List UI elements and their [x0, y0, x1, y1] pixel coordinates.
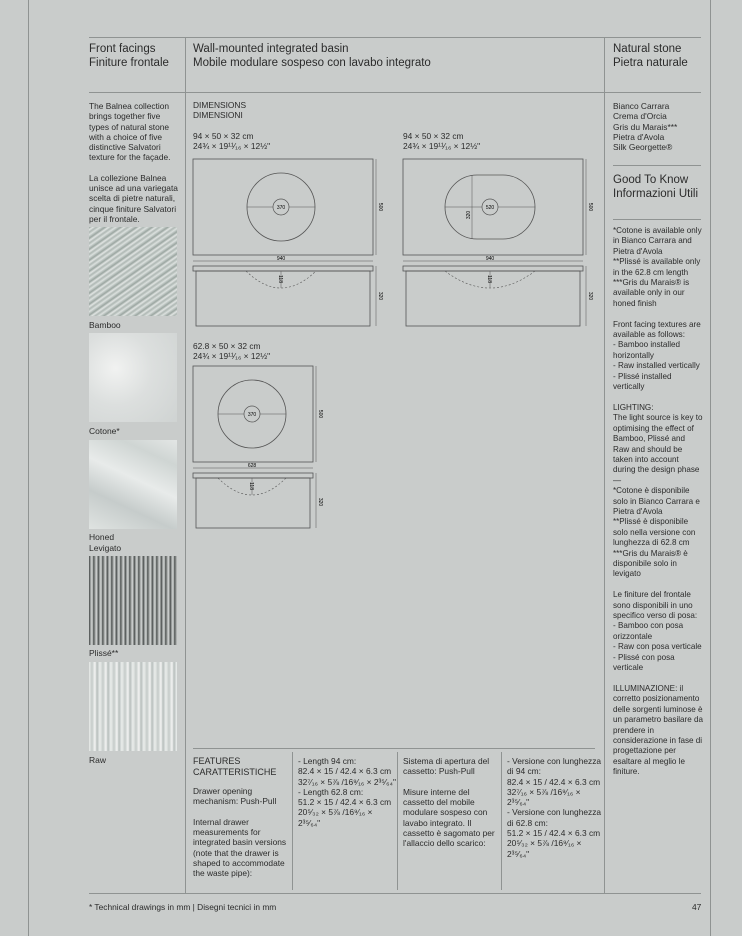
features-col4: - Versione con lunghezza di 94 cm: 82.4 × 15 / 42.4 × 6.3 cm 32⁷⁄₁₆ × 5⅞ /16⁹⁄₁₆ × 2³⁵⁄₆₄" - Versione con lunghezza di 62.8 cm: 51.2 × 15 / 42.4 × 6.3 cm 20⁵⁄₃₂ × 5⅞ /16⁹⁄₁₆ × 2³⁵⁄₆₄": [507, 756, 602, 859]
swatch-label-honed: Honed Levigato: [89, 532, 122, 553]
size-cm: 94 × 50 × 32 cm: [193, 131, 254, 141]
height-dim: 320: [587, 291, 593, 301]
basin-dim: 520: [485, 205, 495, 211]
natural-stone-title: [613, 42, 705, 70]
page-border-right: [710, 0, 711, 936]
intro-it: La collezione Balnea unisce ad una variegata scelta di pietre naturali, cinque finiture Salvatori per il frontale.: [89, 172, 178, 224]
features-col3: Sistema di apertura del cassetto: Push-Pull Misure interne del cassetto del mobile modulare sospeso con lavabo integrato. Il cassetto è sagomato per l'allaccio dello scarico:: [403, 756, 495, 849]
swatch-label-plisse: Plissé**: [89, 648, 119, 658]
front-view-top: [403, 266, 583, 271]
title-en: Wall-mounted integrated basin: [193, 43, 349, 55]
swatch-honed: [89, 440, 177, 529]
swatch-label-bamboo: Bamboo: [89, 320, 121, 330]
title-it: Mobile modulare sospeso con lavabo integrato: [193, 57, 431, 69]
size-cm: 62.8 × 50 × 32 cm: [193, 341, 261, 351]
depth-dim: 500: [377, 202, 383, 212]
drawing1-size: [193, 131, 270, 152]
dimensions-heading: [193, 100, 246, 121]
features-col2: - Length 94 cm: 82.4 × 15 / 42.4 × 6.3 cm 32⁷⁄₁₆ × 5⅞ /16⁹⁄₁₆ × 2³⁵⁄₆₄" - Length 62.8 cm: 51.2 × 15 / 42.4 × 6.3 cm 20⁵⁄₃₂ × 5⅞ /16⁹⁄₁₆ × 2³⁵⁄₆₄": [298, 756, 396, 828]
features-divider-2: [397, 752, 398, 890]
good-to-know-title: [613, 173, 705, 201]
swatch-bamboo: [89, 227, 177, 316]
front-view-top: [193, 266, 373, 271]
title-it: Finiture frontale: [89, 57, 169, 69]
basin-dim: 370: [276, 205, 286, 211]
drawing2-size: [403, 131, 480, 152]
features-rule: [193, 748, 595, 749]
size-cm: 94 × 50 × 32 cm: [403, 131, 464, 141]
swatch-cotone: [89, 333, 177, 422]
bowl-dim: 118: [277, 275, 283, 283]
intro-text: [89, 101, 181, 224]
intro-en: The Balnea collection brings together five types of natural stone with a choice of five distinctive Salvatori texture for the façade.: [89, 101, 171, 163]
depth-dim: 500: [317, 409, 323, 419]
col-divider-1: [185, 37, 186, 893]
stone-list: Bianco Carrara Crema d'Orcia Gris du Marais*** Pietra d'Avola Silk Georgette®: [613, 101, 678, 153]
height-dim: 320: [317, 497, 323, 507]
footer-rule: [89, 893, 701, 894]
title-en: Natural stone: [613, 43, 682, 55]
size-in: 24¾ × 19¹¹⁄₁₆ × 12½": [193, 351, 271, 362]
features-divider-3: [501, 752, 502, 890]
front-view: [406, 271, 580, 326]
front-facings-title: [89, 42, 185, 70]
drawing3: [190, 362, 330, 532]
drawing3-size: [193, 341, 270, 362]
bowl-dim: 118: [486, 275, 492, 283]
notes-rule: [613, 219, 701, 220]
size-in: 24¾ × 19¹¹⁄₁₆ × 12½": [403, 141, 481, 152]
page-border-left: [28, 0, 29, 936]
drawing2: [400, 155, 600, 330]
basin-dim: 370: [247, 412, 257, 418]
features-col1: Drawer opening mechanism: Push-Pull Internal drawer measurements for integrated basin versions (note that the drawer is shaped to accommodate the waste pipe):: [193, 786, 287, 879]
basin-depth-dim: 320: [466, 210, 472, 220]
swatch-label-cotone: Cotone*: [89, 426, 120, 436]
depth-dim: 500: [587, 202, 593, 212]
swatch-plisse: [89, 556, 177, 645]
title-it: Pietra naturale: [613, 57, 688, 69]
swatch-raw: [89, 662, 177, 751]
features-heading: FEATURES CARATTERISTICHE: [193, 756, 277, 777]
good-it: Informazioni Utili: [613, 188, 698, 200]
dim-it: DIMENSIONI: [193, 110, 243, 121]
good-to-know-rule: [613, 165, 701, 166]
height-dim: 320: [377, 291, 383, 301]
header-rule: [89, 37, 701, 38]
subheader-rule: [89, 92, 701, 93]
width-dim: 940: [276, 256, 286, 262]
dim-en: DIMENSIONS: [193, 100, 247, 110]
basin-title: [193, 42, 593, 70]
notes: *Cotone is available only in Bianco Carrara and Pietra d'Avola **Plissé is available only in the 62.8 cm length ***Gris du Marais® is available only in our honed finish Front facing textures are available as follows: - Bamboo installed horizontally - Raw installed vertically - Plissé installed vertically LIGHTING: The light source is key to optimising the effect of Bamboo, Plissé and Raw and should be taken into account during the design phase — *Cotone è disponibile solo in Bianco Carrara e Pietra d'Avola **Plissé è disponibile solo nella versione con lunghezza di 62.8 cm ***Gris du Marais® è disponibile solo in levigato Le finiture del frontale sono disponibili in uno specifico verso di posa: - Bamboo con posa orizzontale - Raw con posa verticale - Plissé con posa verticale ILLUMINAZIONE: il corretto posizionamento delle sorgenti luminose è un parametro basilare da prendere in considerazione in fase di progettazione per esaltare al meglio le finiture.: [613, 226, 703, 777]
bowl-dim: 118: [248, 482, 254, 490]
features-divider-1: [292, 752, 293, 890]
good-en: Good To Know: [613, 174, 689, 186]
page-number: 47: [692, 902, 702, 912]
title-en: Front facings: [89, 43, 156, 55]
footer-note: * Technical drawings in mm | Disegni tecnici in mm: [89, 902, 277, 912]
drawing1: [190, 155, 390, 330]
width-dim: 628: [247, 463, 257, 469]
width-dim: 940: [485, 256, 495, 262]
front-view-top: [193, 473, 313, 478]
size-in: 24¾ × 19¹¹⁄₁₆ × 12½": [193, 141, 271, 152]
col-divider-2: [604, 37, 605, 893]
swatch-label-raw: Raw: [89, 755, 107, 765]
